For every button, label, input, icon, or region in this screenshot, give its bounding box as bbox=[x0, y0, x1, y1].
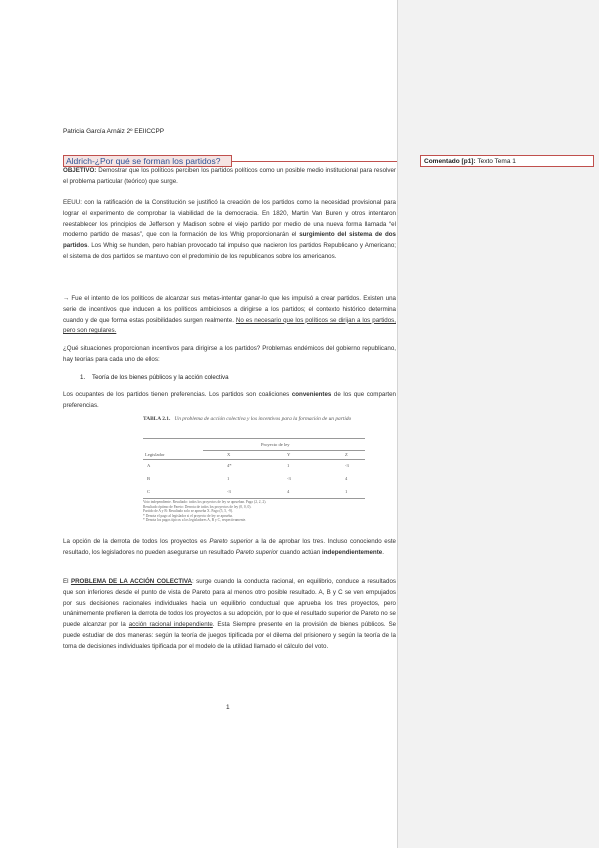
figure-note: Voto independiente. Resultado: todos los proyectos de ley se aprueban. Pago (2, 2, 2). bbox=[143, 500, 267, 504]
paragraph-situaciones: ¿Qué situaciones proporcionan incentivos para dirigirse a los partidos? Problemas endémicos del gobierno republicano, hay teorías para cada uno de ellos: bbox=[63, 345, 396, 363]
objetivo-text: Demostrar que los políticos perciben los partidos políticos como un posible medio institucional para resolver el problema particular (teórico) que surge. bbox=[63, 167, 396, 185]
paragraph-accion-title: PROBLEMA DE LA ACCIÓN COLECTIVA bbox=[70, 578, 192, 585]
table-row-b-y: -3 bbox=[287, 476, 291, 481]
paragraph-pareto-text-2: a la de aprobar los tres. Incluso conociendo este resultado, los legisladores no pueden asegurarse un resultado bbox=[63, 538, 396, 556]
author-line: Patricia García Arnáiz 2º EEIICCPP bbox=[63, 128, 165, 135]
paragraph-accion-text: : surge cuando la conducta racional, en equilibrio, conduce a resultados que son inferiores desde el punto de vista de Pareto para al menos otro posible resultado. A, B y C se ven empujados por sus decisiones racionales individuales hacia un equilibrio conductual que aprueba los tres proyectos, pero unánimemente prefieren la derrota de todos los proyectos a su adopción, por lo que el resultado superior de Pareto no se puede alcanzar por la bbox=[63, 578, 396, 629]
paragraph-pareto-italic-2: Pareto superior bbox=[235, 548, 278, 556]
figure-title bbox=[143, 416, 365, 423]
table-col-header-x: X bbox=[227, 452, 231, 457]
table-rule-header bbox=[143, 459, 365, 460]
table-col-header-legislador: Legislador bbox=[145, 452, 165, 457]
figure-label: TABLA 2.1. bbox=[143, 416, 171, 422]
paragraph-pareto-italic: Pareto superior bbox=[209, 538, 253, 545]
table-row-a-x: 4* bbox=[227, 463, 232, 468]
paragraph-ocupantes-text: Los ocupantes de los partidos tienen preferencias. Los partidos son coaliciones bbox=[63, 391, 292, 398]
paragraph-pareto-bold: independientemente bbox=[322, 548, 383, 556]
paragraph-ocupantes-text-end: de los que comparten preferencias. bbox=[63, 391, 396, 409]
paragraph-intento bbox=[63, 294, 396, 337]
figure-note: * Denota el pago al legislador si el proyecto de ley se aprueba. bbox=[143, 513, 233, 518]
paragraph-accion-text-end: . Esta Siempre presente en la provisión de bienes públicos. Se puede estudiar de dos maneras: según la teoría de juegos tipificada por el dilema del prisionero y según la teoría de la toma de decisiones individuales tipificada por el modelo de la utilidad llamado el cálculo del voto. bbox=[63, 621, 397, 650]
paragraph-ocupantes bbox=[63, 390, 396, 412]
numbered-list-item bbox=[80, 373, 229, 383]
table-row-b-x: 1 bbox=[227, 476, 230, 481]
paragraph-pareto-end: . bbox=[382, 548, 384, 556]
table-row-c-z: 1 bbox=[345, 489, 348, 494]
paragraph-eeuu-bold: surgimiento del sistema de dos partidos bbox=[63, 231, 396, 250]
objetivo-paragraph bbox=[63, 166, 396, 188]
table-row-c-label: C bbox=[147, 489, 151, 494]
table-rule-group bbox=[203, 450, 365, 451]
paragraph-intento-underlined: No es necesario que los políticos se dirijan a los partidos, pero son regulares. bbox=[63, 316, 396, 335]
table-rule-top bbox=[143, 438, 365, 439]
table-group-header: Proyecto de ley bbox=[261, 442, 290, 447]
figure-note: Partido de A y B: Resultado solo se aprueba X. Pago (5, 5, -9). bbox=[143, 509, 233, 514]
table-row-a-y: 1 bbox=[287, 463, 290, 468]
list-item-text: Teoría de los bienes públicos y la acción colectiva bbox=[92, 374, 229, 381]
table-row-a-label: A bbox=[147, 463, 151, 468]
comment-balloon[interactable] bbox=[420, 155, 594, 167]
table-row-b-z: 4 bbox=[345, 476, 348, 481]
paragraph-eeuu bbox=[63, 198, 396, 263]
paragraph-pareto bbox=[63, 537, 396, 559]
paragraph-intento-text: → Fue el intento de los políticos de alcanzar sus metas-intentar ganar-lo que les impulsó a crear partidos. Existen una serie de incentivos que inducen a los políticos ambiciosos a dirigirse a los partidos; el contexto histórico determina cuando y de que forma estas posibilidades surgen realmente. bbox=[63, 295, 396, 324]
paragraph-accion-colectiva bbox=[63, 577, 396, 653]
table-col-header-z: Z bbox=[345, 452, 348, 457]
paragraph-ocupantes-bold: convenientes bbox=[291, 391, 332, 398]
page-number: 1 bbox=[226, 704, 230, 711]
comment-author: Comentado [p1]: bbox=[424, 158, 476, 165]
table-row-c-x: -3 bbox=[227, 489, 231, 494]
paragraph-eeuu-text-end: . Los Whig se hunden, pero habían provocado tal impulso que nacieron los partidos Republicano y Americano; el sistema de dos partidos se mantuvo con el predominio de los republicanos sobre los americanos. bbox=[63, 242, 396, 260]
table-row-a-z: -3 bbox=[345, 463, 349, 468]
comment-text: Texto Tema 1 bbox=[475, 158, 516, 165]
document-heading[interactable]: Aldrich-¿Por qué se forman los partidos? bbox=[63, 155, 232, 167]
figure-note: * Denota los pagos típicos a los legisladores A, B y C, respectivamente. bbox=[143, 518, 247, 523]
paragraph-pareto-text-3: cuando actúan bbox=[278, 548, 323, 556]
figure-notes bbox=[143, 500, 365, 523]
figure-note: Resultado óptimo de Pareto: Derrota de todos los proyectos de ley (0, 0, 0). bbox=[143, 504, 252, 509]
figure-title-text: Un problema de acción colectiva y los incentivos para la formación de un partido bbox=[174, 416, 352, 422]
table-row-c-y: 4 bbox=[287, 489, 290, 494]
paragraph-pareto-text: La opción de la derrota de todos los proyectos es bbox=[63, 538, 210, 545]
table-rule-bottom bbox=[143, 498, 365, 499]
table-col-header-y: Y bbox=[287, 452, 291, 457]
list-number: 1. bbox=[80, 374, 86, 381]
paragraph-accion-lead: El bbox=[63, 578, 71, 585]
comments-pane bbox=[397, 0, 599, 848]
table-row-b-label: B bbox=[147, 476, 151, 481]
paragraph-accion-underlined: acción racional independiente bbox=[128, 621, 213, 629]
comment-connector-line bbox=[232, 161, 420, 162]
paragraph-eeuu-text: EEUU: con la ratificación de la Constitución se justificó la creación de los partidos como la necesidad provisional para lograr el experimento de comprobar la viabilidad de la democracia. En 1820, Martin Van Buren y otros intentaron reestablecer los principios de Jefferson y Madison sobre el viejo partido por medio de una nueva forma llamada “el moderno partido de masas”, que con la formación de los Whig proporcionarán el bbox=[63, 199, 396, 239]
table-figure bbox=[143, 416, 365, 528]
objetivo-label: OBJETIVO: bbox=[63, 167, 97, 174]
